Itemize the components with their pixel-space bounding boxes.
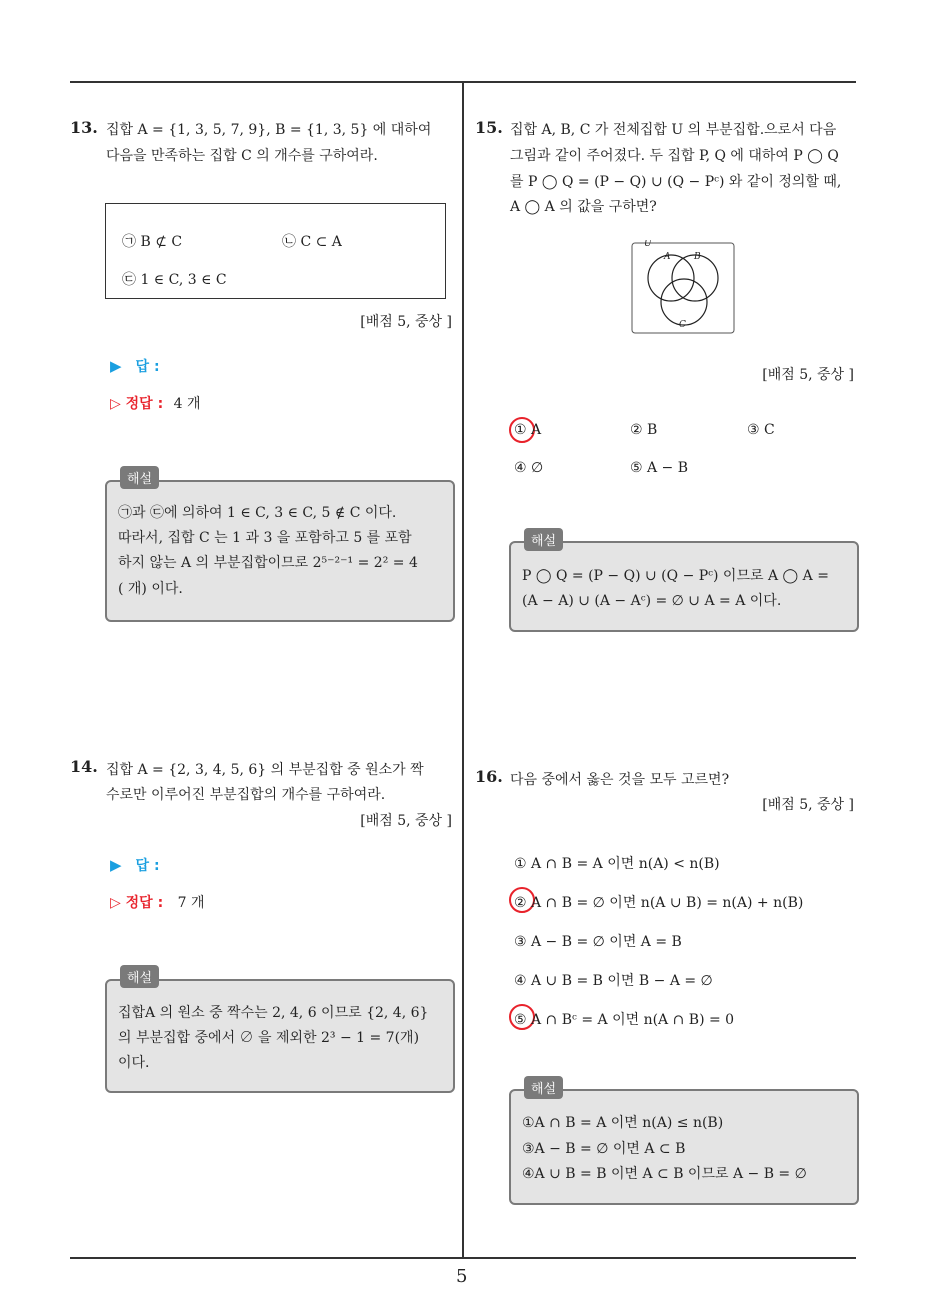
q16-number: 16. [475, 767, 503, 786]
q15-score: [배점 5, 중상 ] [762, 367, 854, 383]
q13-solution-line: 따라서, 집합 C 는 1 과 3 을 포함하고 5 를 포함 [118, 530, 412, 546]
correct-value: 7 개 [177, 895, 205, 911]
outline-triangle-icon: ▷ [110, 895, 126, 911]
q16-option: ④ A ∪ B = B 이면 B − A = ∅ [514, 973, 713, 989]
venn-label-b: B [694, 252, 701, 262]
q13-correct-answer [110, 393, 201, 413]
q15-option: ④ ∅ [514, 460, 544, 476]
correct-label-text: 정답 : [125, 895, 164, 911]
q15-solution-tag: 해설 [524, 528, 563, 551]
q16-solution-tag: 해설 [524, 1076, 563, 1099]
venn-label-c: C [679, 320, 686, 330]
q15-option: ⑤ A − B [630, 460, 689, 476]
q13-condition: ㉡ C ⊂ A [282, 234, 342, 250]
q13-answer-label [110, 356, 160, 376]
q15-text-line: A ◯ A 의 값을 구하면? [510, 199, 657, 215]
q15-option: ② B [630, 422, 658, 438]
outline-triangle-icon: ▷ [110, 396, 126, 412]
play-icon: ▶ [110, 856, 122, 874]
q16-score: [배점 5, 중상 ] [762, 797, 854, 813]
venn-circle-a [648, 255, 694, 301]
q14-score: [배점 5, 중상 ] [360, 813, 452, 829]
q16-solution-line: ④A ∪ B = B 이면 A ⊂ B 이므로 A − B = ∅ [522, 1166, 807, 1182]
answer-label-text: 답 : [135, 858, 160, 874]
venn-circle-c [661, 279, 707, 325]
q14-solution-line: 이다. [118, 1055, 150, 1071]
correct-label-text: 정답 : [125, 396, 164, 412]
q15-number: 15. [475, 118, 503, 137]
q15-solution-line: (A − A) ∪ (A − Aᶜ) = ∅ ∪ A = A 이다. [522, 593, 782, 609]
q15-text-line: 를 P ◯ Q = (P − Q) ∪ (Q − Pᶜ) 와 같이 정의할 때, [510, 174, 842, 190]
answer-label-text: 답 : [135, 359, 160, 375]
q14-text-line: 집합 A = {2, 3, 4, 5, 6} 의 부분집합 중 원소가 짝 [106, 762, 424, 778]
q15-text-line: 그림과 같이 주어졌다. 두 집합 P, Q 에 대하여 P ◯ Q [510, 148, 839, 164]
q16-option: ② A ∩ B = ∅ 이면 n(A ∪ B) = n(A) + n(B) [514, 895, 804, 911]
q15-text-line: 집합 A, B, C 가 전체집합 U 의 부분집합.으로서 다음 [510, 122, 837, 138]
q15-option: ① A [514, 422, 542, 438]
q16-solution-line: ③A − B = ∅ 이면 A ⊂ B [522, 1141, 686, 1157]
venn-label-u: U [644, 240, 652, 249]
q13-solution-line: ( 개) 이다. [118, 581, 183, 597]
q16-text-line: 다음 중에서 옳은 것을 모두 고르면? [510, 772, 730, 788]
page-number: 5 [456, 1266, 468, 1287]
q15-solution-box [509, 541, 859, 632]
q16-solution-line: ①A ∩ B = A 이면 n(A) ≤ n(B) [522, 1115, 724, 1131]
q14-text-line: 수로만 이루어진 부분집합의 개수를 구하여라. [106, 787, 386, 803]
q13-solution-line: ㉠과 ㉢에 의하여 1 ∈ C, 3 ∈ C, 5 ∉ C 이다. [118, 505, 397, 521]
q13-solution-tag: 해설 [120, 466, 159, 489]
q16-option: ⑤ A ∩ Bᶜ = A 이면 n(A ∩ B) = 0 [514, 1012, 735, 1028]
q13-score: [배점 5, 중상 ] [360, 314, 452, 330]
q13-condition: ㉢ 1 ∈ C, 3 ∈ C [122, 272, 227, 288]
q15-solution-line: P ◯ Q = (P − Q) ∪ (Q − Pᶜ) 이므로 A ◯ A = [522, 568, 829, 584]
play-icon: ▶ [110, 357, 122, 375]
q14-solution-line: 의 부분집합 중에서 ∅ 을 제외한 2³ − 1 = 7(개) [118, 1030, 420, 1046]
q16-option: ① A ∩ B = A 이면 n(A) < n(B) [514, 856, 720, 872]
q13-condition: ㉠ B ⊄ C [122, 234, 183, 250]
q16-option: ③ A − B = ∅ 이면 A = B [514, 934, 682, 950]
q13-number: 13. [70, 118, 98, 137]
q14-number: 14. [70, 757, 98, 776]
venn-label-a: A [664, 252, 671, 262]
q14-correct-answer [110, 892, 205, 912]
q14-solution-tag: 해설 [120, 965, 159, 988]
q13-solution-line: 하지 않는 A 의 부분집합이므로 2⁵⁻²⁻¹ = 2² = 4 [118, 555, 418, 571]
q13-text-line: 집합 A = {1, 3, 5, 7, 9}, B = {1, 3, 5} 에 대하여 [106, 122, 432, 138]
venn-diagram [630, 240, 736, 336]
column-divider [462, 83, 464, 1258]
bottom-rule [70, 1257, 856, 1259]
q13-text-line: 다음을 만족하는 집합 C 의 개수를 구하여라. [106, 148, 378, 164]
q14-solution-line: 집합A 의 원소 중 짝수는 2, 4, 6 이므로 {2, 4, 6} [118, 1005, 429, 1021]
q14-answer-label [110, 855, 160, 875]
q15-option: ③ C [747, 422, 775, 438]
correct-value: 4 개 [173, 396, 201, 412]
